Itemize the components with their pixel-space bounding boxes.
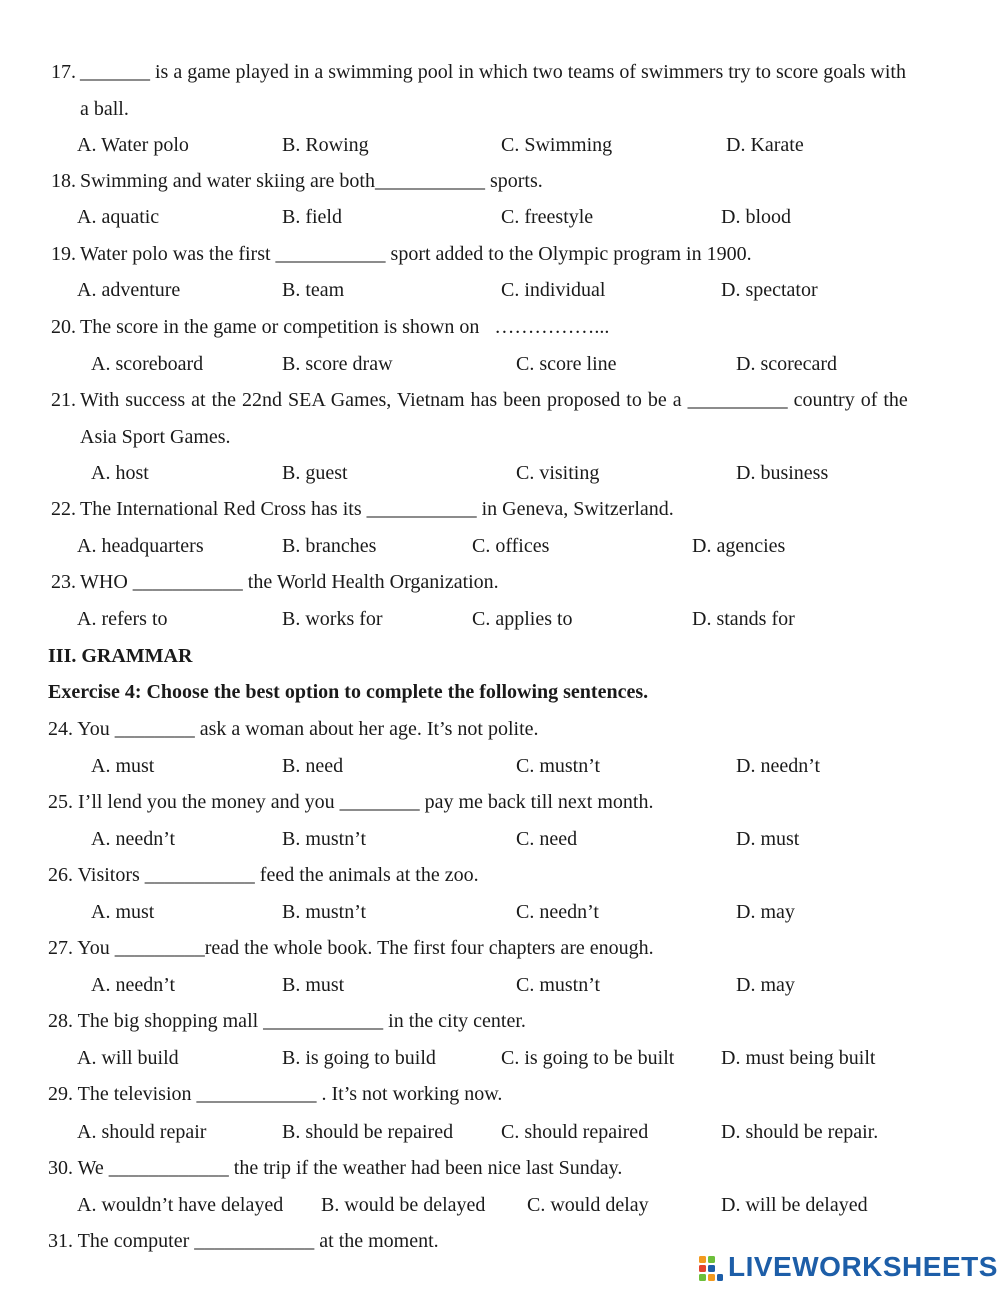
option-b: B. would be delayed — [321, 1194, 486, 1216]
question-stem: The score in the game or competition is shown on ……………... — [80, 316, 610, 338]
liveworksheets-logo — [698, 1252, 998, 1286]
option-d: D. needn’t — [736, 755, 821, 777]
question-stem: 28. The big shopping mall ____________ in the city center. — [48, 1010, 526, 1032]
option-a: A. will build — [77, 1047, 179, 1069]
question-23 — [0, 567, 1000, 597]
option-c: C. need — [516, 828, 578, 850]
option-b: B. mustn’t — [282, 828, 367, 850]
question-stem: _______ is a game played in a swimming pool in which two teams of swimmers try to score goals with — [80, 61, 906, 83]
question-number: 18. — [51, 170, 76, 192]
option-a: A. Water polo — [77, 134, 189, 156]
option-b: B. need — [282, 755, 344, 777]
option-c: C. visiting — [516, 462, 600, 484]
option-a: A. headquarters — [77, 535, 204, 557]
option-c: C. offices — [472, 535, 550, 557]
option-b: B. mustn’t — [282, 901, 367, 923]
option-b: B. must — [282, 974, 345, 996]
question-21-options — [0, 458, 1000, 488]
option-b: B. score draw — [282, 353, 393, 375]
option-d: D. may — [736, 974, 795, 996]
question-21-cont — [0, 422, 1000, 452]
option-a: A. needn’t — [91, 828, 176, 850]
question-stem: With success at the 22nd SEA Games, Vietnam has been proposed to be a __________ country of the — [80, 389, 908, 411]
option-d: D. should be repair. — [721, 1121, 879, 1143]
option-c: C. is going to be built — [501, 1047, 675, 1069]
question-17-cont — [0, 94, 1000, 124]
question-20-options — [0, 349, 1000, 379]
question-29-options — [0, 1117, 1000, 1147]
option-a: A. scoreboard — [91, 353, 204, 375]
question-number: 23. — [51, 571, 76, 593]
question-23-options — [0, 604, 1000, 634]
question-stem: 30. We ____________ the trip if the weather had been nice last Sunday. — [48, 1157, 623, 1179]
question-20 — [0, 312, 1000, 342]
section-heading — [0, 641, 1000, 671]
question-number: 17. — [51, 61, 76, 83]
option-d: D. must — [736, 828, 800, 850]
option-c: C. applies to — [472, 608, 573, 630]
question-19-options — [0, 275, 1000, 305]
option-c: C. would delay — [527, 1194, 649, 1216]
option-a: A. needn’t — [91, 974, 176, 996]
question-number: 22. — [51, 498, 76, 520]
option-b: B. field — [282, 206, 342, 228]
question-stem: Swimming and water skiing are both___________ sports. — [80, 170, 543, 192]
question-29 — [0, 1079, 1000, 1109]
question-26-options — [0, 897, 1000, 927]
question-25 — [0, 787, 1000, 817]
option-c: C. mustn’t — [516, 974, 601, 996]
option-a: A. wouldn’t have delayed — [77, 1194, 284, 1216]
question-21 — [0, 385, 1000, 415]
option-b: B. branches — [282, 535, 377, 557]
exercise-instruction: Exercise 4: Choose the best option to complete the following sentences. — [48, 681, 649, 703]
option-d: D. may — [736, 901, 795, 923]
question-stem: 29. The television ____________ . It’s not working now. — [48, 1083, 503, 1105]
question-19 — [0, 239, 1000, 269]
option-c: C. needn’t — [516, 901, 599, 923]
question-30 — [0, 1153, 1000, 1183]
option-a: A. refers to — [77, 608, 168, 630]
option-c: C. freestyle — [501, 206, 594, 228]
liveworksheets-mark-icon — [698, 1254, 724, 1284]
question-17 — [0, 57, 1000, 87]
option-d: D. will be delayed — [721, 1194, 868, 1216]
question-22-options — [0, 531, 1000, 561]
question-stem: 27. You _________read the whole book. The first four chapters are enough. — [48, 937, 654, 959]
question-number: 20. — [51, 316, 76, 338]
question-number: 21. — [51, 389, 76, 411]
option-d: D. business — [736, 462, 829, 484]
option-d: D. spectator — [721, 279, 818, 301]
option-a: A. aquatic — [77, 206, 160, 228]
question-stem: 25. I’ll lend you the money and you ________ pay me back till next month. — [48, 791, 654, 813]
question-18-options — [0, 202, 1000, 232]
option-d: D. agencies — [692, 535, 786, 557]
question-22 — [0, 494, 1000, 524]
question-stem-continued: Asia Sport Games. — [80, 426, 231, 448]
option-c: C. mustn’t — [516, 755, 601, 777]
question-24-options — [0, 751, 1000, 781]
option-c: C. Swimming — [501, 134, 613, 156]
question-25-options — [0, 824, 1000, 854]
question-stem: Water polo was the first ___________ sport added to the Olympic program in 1900. — [80, 243, 752, 265]
option-b: B. Rowing — [282, 134, 369, 156]
option-a: A. must — [91, 755, 155, 777]
question-18 — [0, 166, 1000, 196]
question-27 — [0, 933, 1000, 963]
logo-text: LIVEWORKSHEETS — [728, 1251, 998, 1282]
question-number: 19. — [51, 243, 76, 265]
option-b: B. is going to build — [282, 1047, 436, 1069]
option-a: A. adventure — [77, 279, 181, 301]
option-c: C. should repaired — [501, 1121, 649, 1143]
option-a: A. must — [91, 901, 155, 923]
exercise-heading — [0, 677, 1000, 707]
question-stem: 26. Visitors ___________ feed the animals at the zoo. — [48, 864, 479, 886]
option-b: B. guest — [282, 462, 348, 484]
option-b: B. should be repaired — [282, 1121, 454, 1143]
question-27-options — [0, 970, 1000, 1000]
option-d: D. scorecard — [736, 353, 838, 375]
option-a: A. should repair — [77, 1121, 207, 1143]
question-30-options — [0, 1190, 1000, 1220]
section-title: III. GRAMMAR — [48, 645, 193, 667]
option-a: A. host — [91, 462, 149, 484]
option-b: B. team — [282, 279, 345, 301]
question-stem: The International Red Cross has its ___________ in Geneva, Switzerland. — [80, 498, 674, 520]
question-24 — [0, 714, 1000, 744]
option-d: D. stands for — [692, 608, 795, 630]
option-d: D. Karate — [726, 134, 804, 156]
question-stem: 31. The computer ____________ at the moment. — [48, 1230, 439, 1252]
option-b: B. works for — [282, 608, 383, 630]
question-28 — [0, 1006, 1000, 1036]
question-17-options — [0, 130, 1000, 160]
option-c: C. score line — [516, 353, 617, 375]
question-28-options — [0, 1043, 1000, 1073]
question-stem: WHO ___________ the World Health Organization. — [80, 571, 499, 593]
option-c: C. individual — [501, 279, 606, 301]
option-d: D. must being built — [721, 1047, 876, 1069]
question-stem-continued: a ball. — [80, 98, 129, 120]
question-stem: 24. You ________ ask a woman about her age. It’s not polite. — [48, 718, 539, 740]
option-d: D. blood — [721, 206, 791, 228]
question-26 — [0, 860, 1000, 890]
